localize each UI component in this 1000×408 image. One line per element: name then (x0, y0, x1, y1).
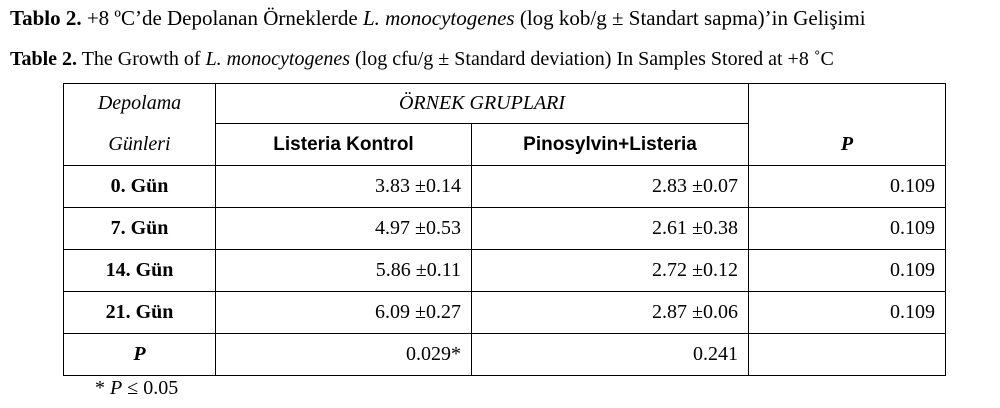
day-cell: 7. Gün (64, 208, 216, 250)
corner-line1: Depolama (64, 84, 216, 124)
caption-english (10, 47, 834, 71)
p-row (64, 334, 946, 376)
control-cell: 4.97 ±0.53 (216, 208, 472, 250)
caption-en-label: Table 2. (10, 48, 78, 70)
p-cell: 0.109 (749, 250, 946, 292)
table-row (64, 250, 946, 292)
caption-tr-post: (log kob/g ± Standart sapma)’in Gelişimi (514, 6, 866, 30)
p-row-pino: 0.241 (472, 334, 749, 376)
caption-turkish (10, 6, 866, 30)
p-row-control: 0.029* (216, 334, 472, 376)
footnote-star: * (95, 377, 110, 399)
footnote-rest: ≤ 0.05 (122, 377, 179, 399)
col-header-control: Listeria Kontrol (216, 124, 472, 166)
header-row-1 (64, 84, 946, 124)
p-cell: 0.109 (749, 208, 946, 250)
pino-cell: 2.72 ±0.12 (472, 250, 749, 292)
group-header: ÖRNEK GRUPLARI (216, 84, 749, 124)
caption-en-species: L. monocytogenes (205, 48, 350, 70)
pino-cell: 2.87 ±0.06 (472, 292, 749, 334)
table-row (64, 166, 946, 208)
p-header-top (749, 84, 946, 124)
col-header-p: P (749, 124, 946, 166)
data-table (63, 83, 946, 376)
p-row-label: P (64, 334, 216, 376)
header-row-2 (64, 124, 946, 166)
caption-tr-pre: +8 ºC’de Depolanan Örneklerde (81, 6, 363, 30)
table-row (64, 208, 946, 250)
table-row (64, 292, 946, 334)
control-cell: 3.83 ±0.14 (216, 166, 472, 208)
day-cell: 14. Gün (64, 250, 216, 292)
day-cell: 0. Gün (64, 166, 216, 208)
p-cell: 0.109 (749, 166, 946, 208)
corner-line2: Günleri (64, 124, 216, 166)
day-cell: 21. Gün (64, 292, 216, 334)
p-cell: 0.109 (749, 292, 946, 334)
caption-en-pre: The Growth of (77, 48, 206, 70)
caption-tr-species: L. monocytogenes (362, 6, 515, 30)
caption-en-post: (log cfu/g ± Standard deviation) In Samples Stored at +8 ˚C (349, 48, 834, 70)
pino-cell: 2.61 ±0.38 (472, 208, 749, 250)
col-header-pino: Pinosylvin+Listeria (472, 124, 749, 166)
footnote (95, 377, 178, 400)
control-cell: 6.09 ±0.27 (216, 292, 472, 334)
pino-cell: 2.83 ±0.07 (472, 166, 749, 208)
caption-tr-label: Tablo 2. (10, 6, 82, 30)
footnote-p: P (110, 377, 123, 399)
control-cell: 5.86 ±0.11 (216, 250, 472, 292)
p-row-p (749, 334, 946, 376)
